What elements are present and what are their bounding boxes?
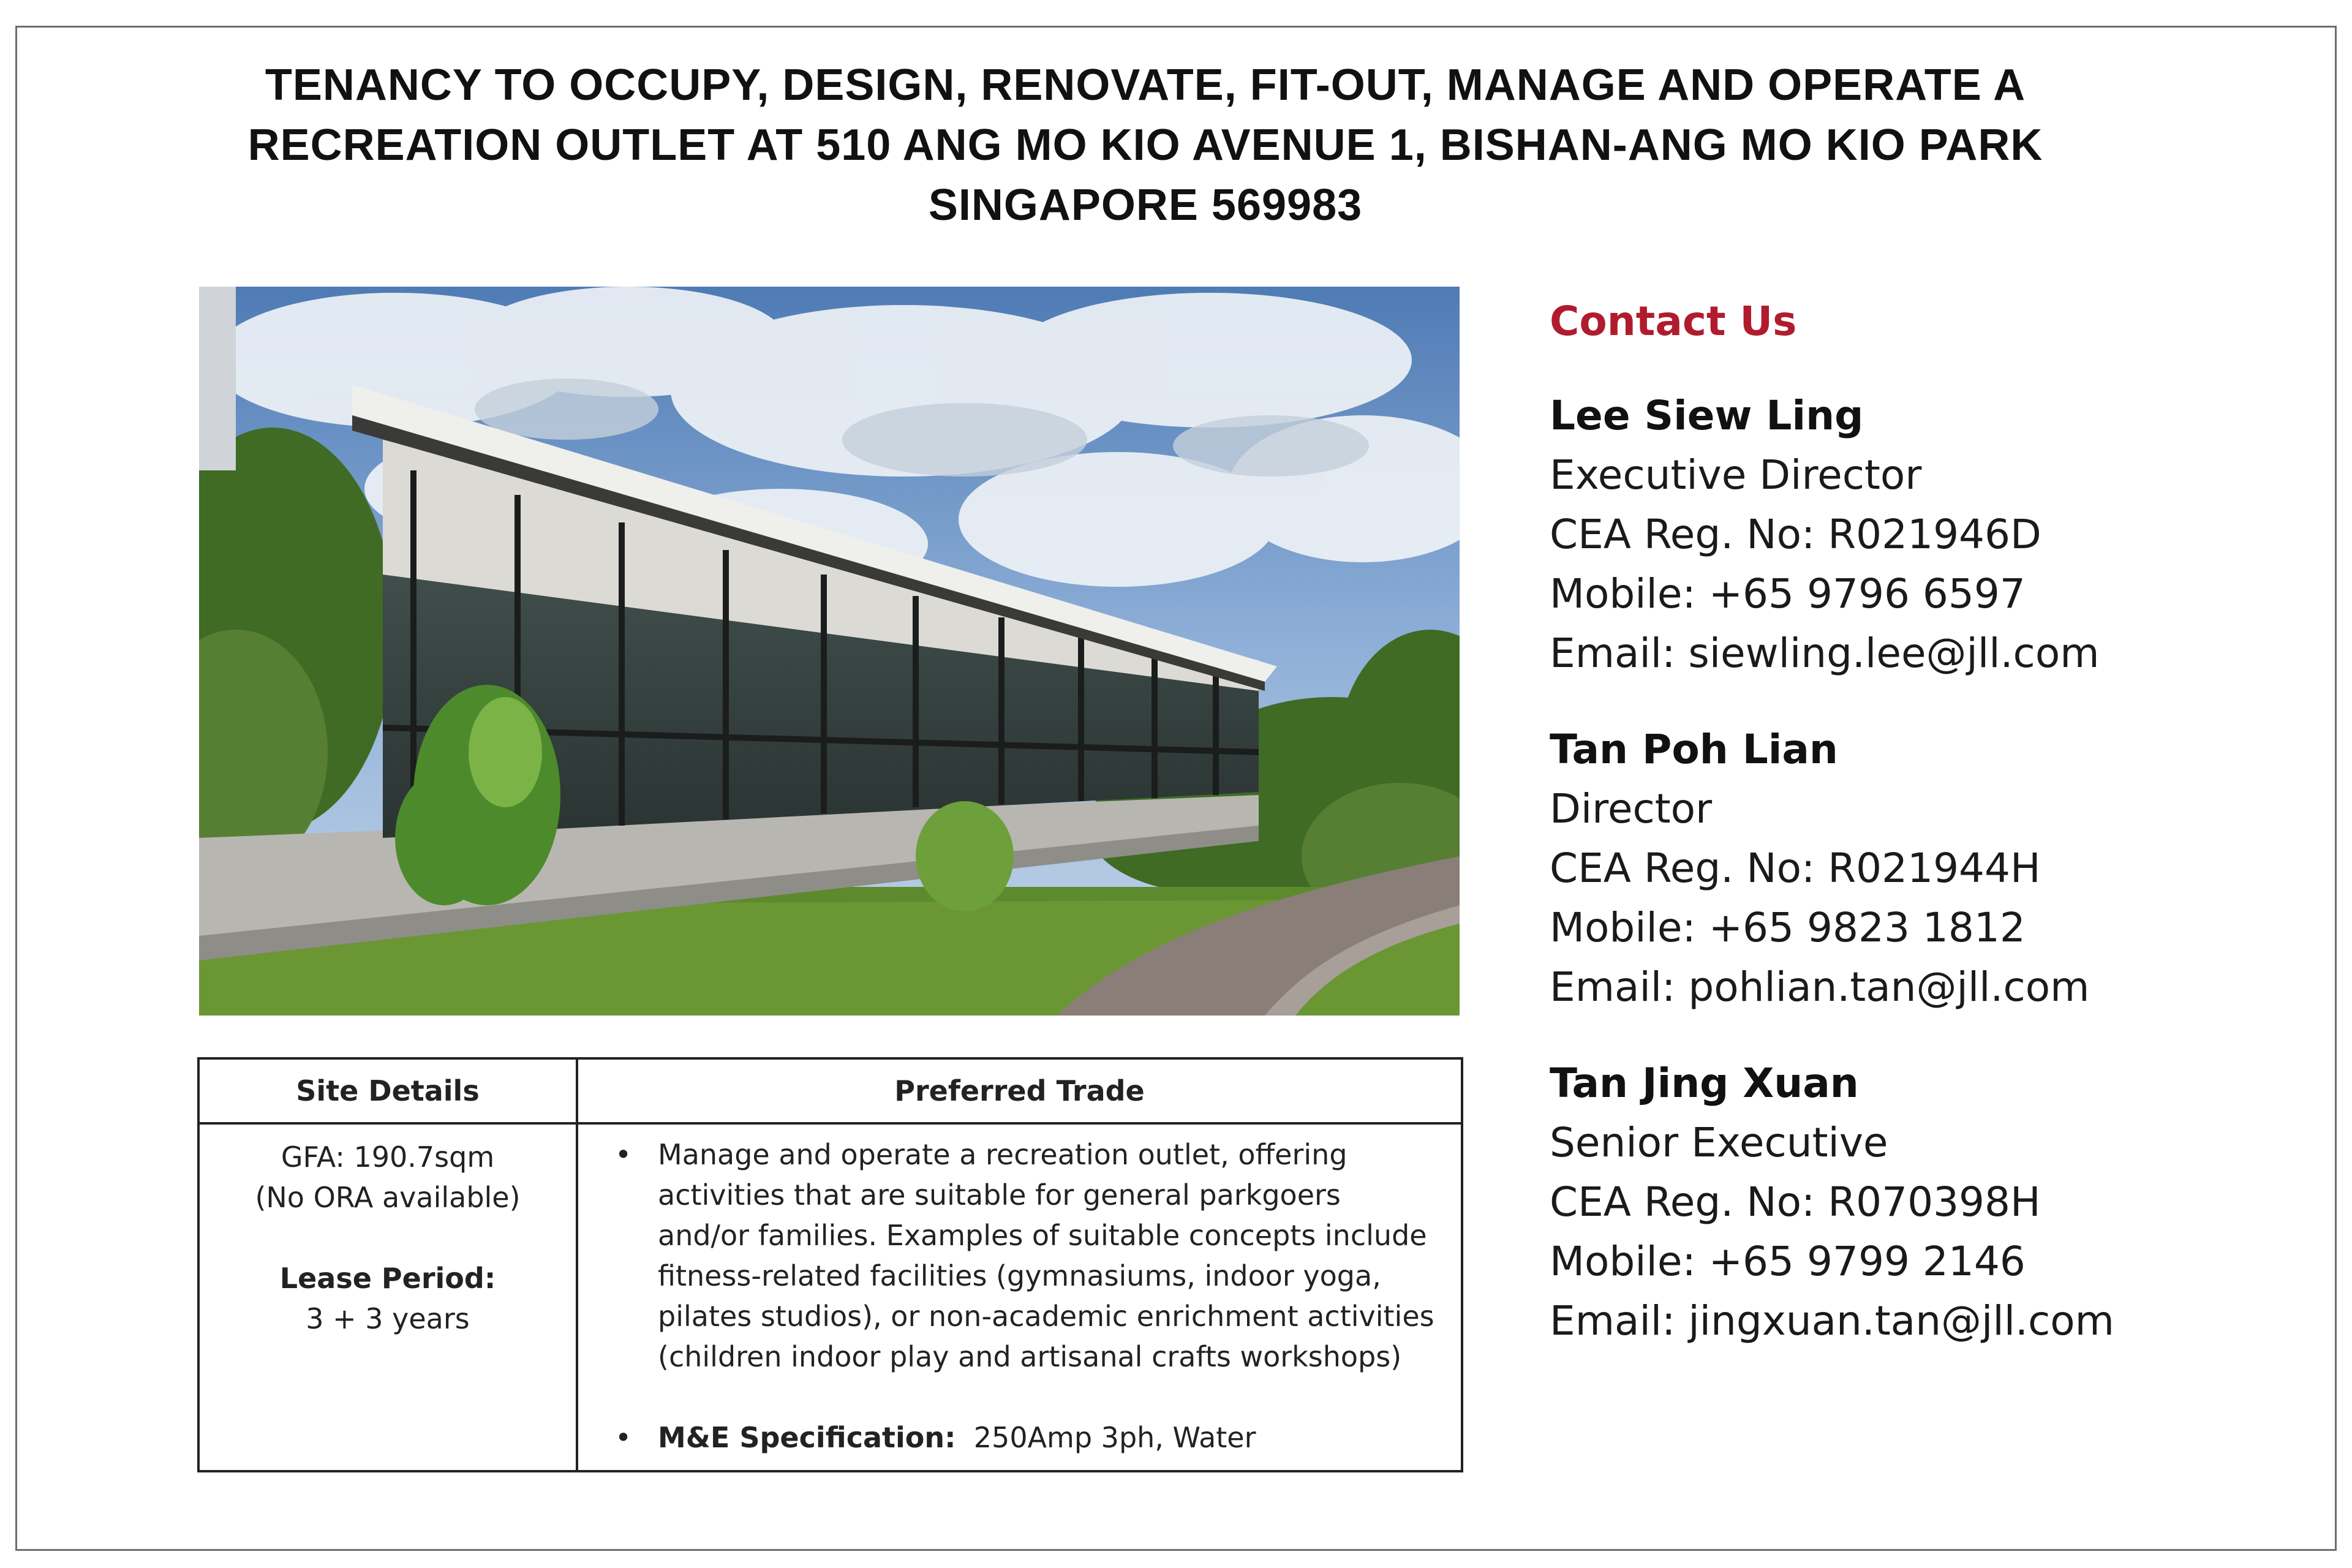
contact-person [1550, 386, 2285, 683]
contact-heading: Contact Us [1550, 298, 1797, 345]
contact-email: Email: jingxuan.tan@jll.com [1550, 1297, 2114, 1344]
contact-mobile: Mobile: +65 9799 2146 [1550, 1238, 2026, 1285]
contact-name: Tan Poh Lian [1550, 726, 1838, 773]
contact-role: Senior Executive [1550, 1119, 1888, 1166]
document-title [98, 55, 2193, 235]
site-photo [199, 287, 1460, 1016]
title-line-3: SINGAPORE 569983 [928, 181, 1363, 230]
lease-period-value: 3 + 3 years [306, 1302, 470, 1335]
me-spec-value: 250Amp 3ph, Water [973, 1421, 1256, 1454]
contact-section [1550, 291, 2285, 1351]
contact-mobile: Mobile: +65 9796 6597 [1550, 570, 2026, 617]
contact-email: Email: siewling.lee@jll.com [1550, 630, 2100, 677]
contact-name: Lee Siew Ling [1550, 392, 1864, 439]
me-spec-label: M&E Specification: [658, 1421, 956, 1454]
contact-role: Executive Director [1550, 451, 1922, 499]
contact-role: Director [1550, 785, 1713, 832]
contact-name: Tan Jing Xuan [1550, 1060, 1859, 1107]
contact-email: Email: pohlian.tan@jll.com [1550, 963, 2090, 1011]
contact-mobile: Mobile: +65 9823 1812 [1550, 904, 2026, 951]
preferred-trade-cell [577, 1123, 1462, 1471]
spec-bullet [658, 1417, 1436, 1458]
title-line-1: TENANCY TO OCCUPY, DESIGN, RENOVATE, FIT-OUT, MANAGE AND OPERATE A [265, 61, 2026, 110]
gfa-value: GFA: 190.7sqm [281, 1140, 495, 1174]
title-line-2: RECREATION OUTLET AT 510 ANG MO KIO AVENUE 1, BISHAN-ANG MO KIO PARK [247, 121, 2043, 170]
contact-cea: CEA Reg. No: R070398H [1550, 1178, 2041, 1226]
ora-note: (No ORA available) [255, 1181, 521, 1214]
contact-person [1550, 720, 2285, 1017]
site-details-cell [198, 1123, 577, 1471]
trade-bullet [658, 1134, 1436, 1377]
contact-cea: CEA Reg. No: R021944H [1550, 845, 2041, 892]
preferred-trade-header: Preferred Trade [577, 1058, 1462, 1123]
contact-person [1550, 1054, 2285, 1351]
lease-period-label: Lease Period: [279, 1262, 496, 1295]
site-details-header: Site Details [198, 1058, 577, 1123]
trade-description: Manage and operate a recreation outlet, offering activities that are suitable for general parkgoers and/or families. Examples of suitable concepts include fitness-related facilities (gymnasiums, indoor yoga, pilates studios), or non-academic enrichment activities (children indoor play and artisanal crafts workshops) [658, 1138, 1434, 1373]
contact-cea: CEA Reg. No: R021946D [1550, 511, 2041, 558]
site-details-table [197, 1057, 1463, 1472]
